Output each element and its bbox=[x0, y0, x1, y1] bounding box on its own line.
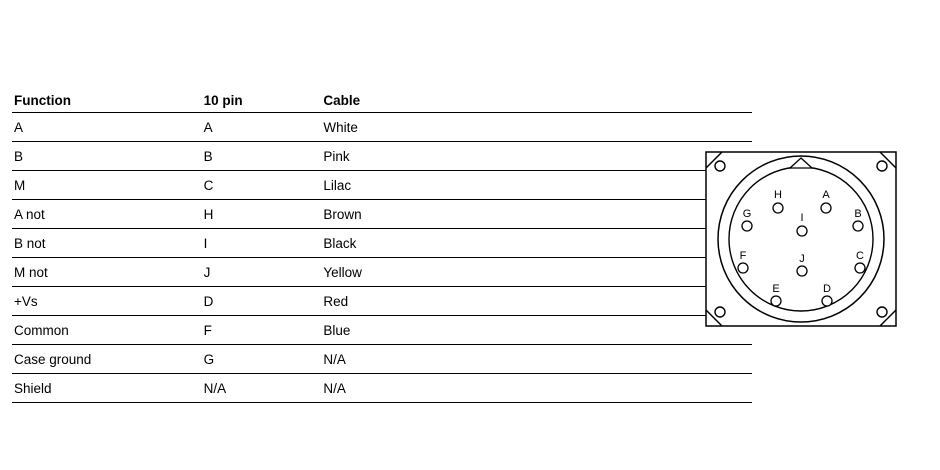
pin-hole-a bbox=[821, 203, 831, 213]
table-header bbox=[12, 88, 752, 113]
pin-label-g: G bbox=[742, 208, 752, 220]
pin-label-e: E bbox=[772, 283, 780, 295]
cell-function: M bbox=[12, 171, 204, 200]
mounting-hole bbox=[715, 161, 725, 171]
pin-hole-i bbox=[797, 226, 807, 236]
connector-diagram bbox=[700, 146, 900, 332]
cell-function: +Vs bbox=[12, 287, 204, 316]
cell-pin: H bbox=[204, 200, 324, 229]
table-header-row bbox=[12, 88, 752, 113]
column-header-cable: Cable bbox=[323, 88, 752, 113]
cell-pin: C bbox=[204, 171, 324, 200]
table-row bbox=[12, 345, 752, 374]
pin-label-f: F bbox=[739, 250, 747, 262]
cell-function: Shield bbox=[12, 374, 204, 403]
pin-label-i: I bbox=[800, 212, 804, 224]
cell-cable: Brown bbox=[323, 200, 752, 229]
pin-hole-d bbox=[822, 296, 832, 306]
connector-insert bbox=[729, 167, 873, 311]
pin-label-c: C bbox=[856, 250, 864, 262]
table-row bbox=[12, 142, 752, 171]
cell-function: A not bbox=[12, 200, 204, 229]
cell-pin: B bbox=[204, 142, 324, 171]
cell-function: B not bbox=[12, 229, 204, 258]
cell-function: Common bbox=[12, 316, 204, 345]
cell-cable: White bbox=[323, 113, 752, 142]
pin-label-d: D bbox=[823, 283, 831, 295]
cell-function: A bbox=[12, 113, 204, 142]
cell-function: M not bbox=[12, 258, 204, 287]
table-row bbox=[12, 229, 752, 258]
cell-cable: Yellow bbox=[323, 258, 752, 287]
cell-cable: N/A bbox=[323, 345, 752, 374]
table-row bbox=[12, 200, 752, 229]
cell-cable: N/A bbox=[323, 374, 752, 403]
cell-pin: G bbox=[204, 345, 324, 374]
pin-hole-c bbox=[855, 263, 865, 273]
cell-cable: Black bbox=[323, 229, 752, 258]
cell-pin: D bbox=[204, 287, 324, 316]
cell-function: Case ground bbox=[12, 345, 204, 374]
cell-pin: J bbox=[204, 258, 324, 287]
pin-hole-e bbox=[771, 296, 781, 306]
mounting-hole bbox=[877, 307, 887, 317]
cell-pin: A bbox=[204, 113, 324, 142]
mounting-hole bbox=[877, 161, 887, 171]
table-row bbox=[12, 287, 752, 316]
table-row bbox=[12, 258, 752, 287]
pin-label-j: J bbox=[799, 253, 805, 265]
column-header-function: Function bbox=[12, 88, 204, 113]
pin-hole-j bbox=[797, 266, 807, 276]
cell-cable: Red bbox=[323, 287, 752, 316]
pin-label-h: H bbox=[774, 189, 782, 201]
table-row bbox=[12, 171, 752, 200]
pin-label-a: A bbox=[822, 189, 830, 201]
column-header-pin: 10 pin bbox=[204, 88, 324, 113]
cell-function: B bbox=[12, 142, 204, 171]
pin-hole-h bbox=[773, 203, 783, 213]
table-body bbox=[12, 113, 752, 403]
table-row bbox=[12, 374, 752, 403]
table-row bbox=[12, 316, 752, 345]
cell-cable: Pink bbox=[323, 142, 752, 171]
cell-pin: N/A bbox=[204, 374, 324, 403]
cell-pin: I bbox=[204, 229, 324, 258]
table-row bbox=[12, 113, 752, 142]
cell-cable: Lilac bbox=[323, 171, 752, 200]
pin-hole-b bbox=[853, 221, 863, 231]
mounting-hole bbox=[715, 307, 725, 317]
pin-label-b: B bbox=[854, 208, 862, 220]
pinout-table bbox=[12, 88, 752, 403]
cell-pin: F bbox=[204, 316, 324, 345]
pin-hole-g bbox=[742, 221, 752, 231]
pin-hole-f bbox=[738, 263, 748, 273]
cell-cable: Blue bbox=[323, 316, 752, 345]
